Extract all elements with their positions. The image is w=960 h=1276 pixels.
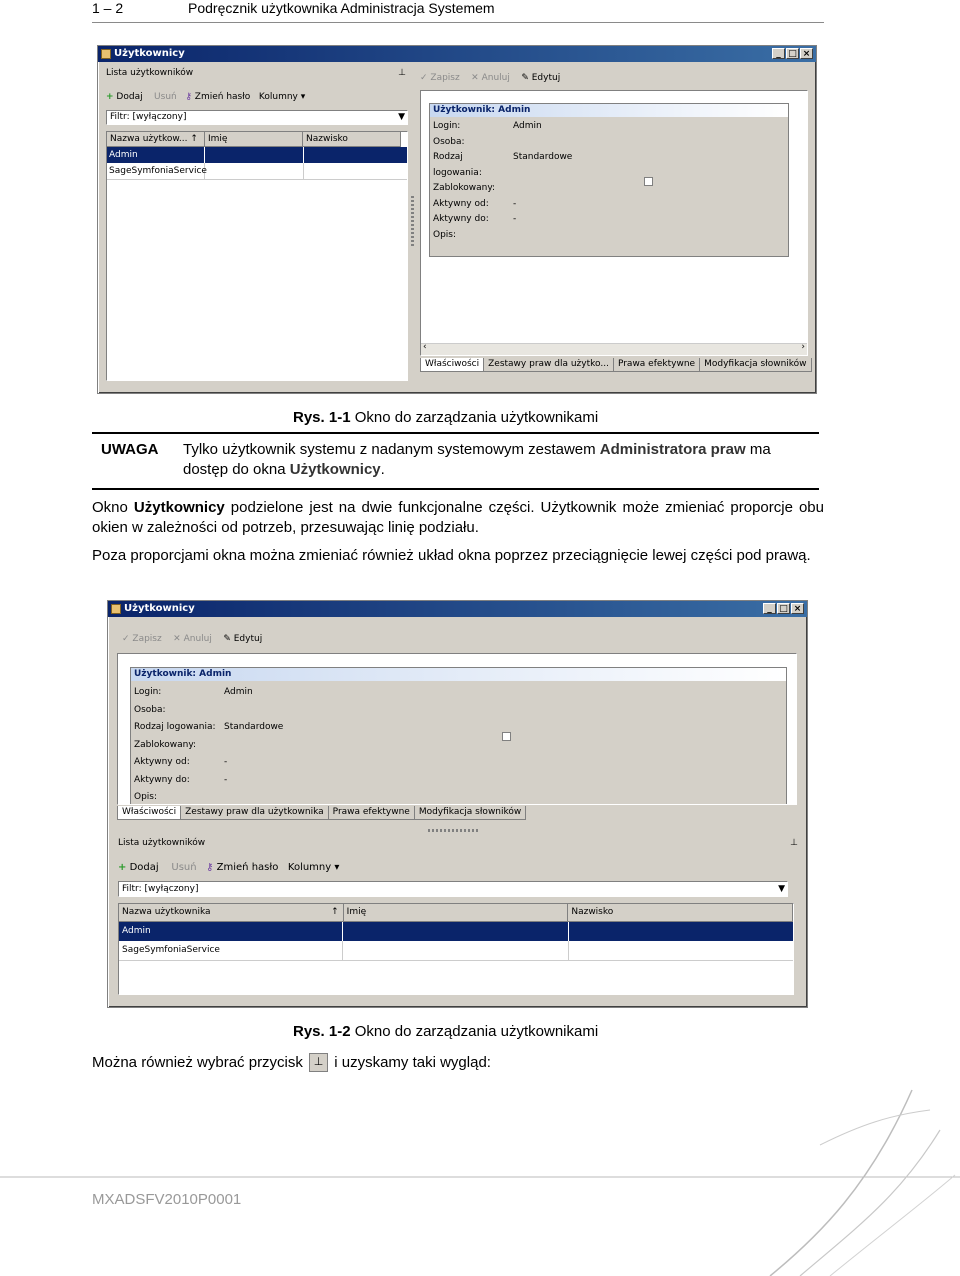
table-cell [205, 163, 304, 179]
list-panel [118, 835, 800, 1001]
column-header-firstname[interactable]: Imię [344, 904, 569, 922]
field-label: Rodzaj logowania: [134, 722, 216, 732]
pencil-icon: ✎ [521, 73, 529, 83]
filter-field[interactable]: Filtr: [wyłączony] ▼ [118, 881, 788, 897]
field-label: Opis: [134, 792, 158, 802]
field-value: Standardowe [513, 152, 573, 162]
field-label: Osoba: [134, 704, 166, 715]
column-header-lastname[interactable]: Nazwisko [303, 132, 401, 147]
table-cell: SageSymfoniaService [107, 163, 205, 179]
field-value: Standardowe [224, 722, 284, 732]
note-label: UWAGA [101, 441, 159, 458]
horizontal-scrollbar[interactable]: ‹ › [421, 343, 807, 355]
edit-button[interactable]: ✎ Edytuj [521, 73, 561, 83]
field-label: Aktywny do: [433, 214, 489, 224]
field-label: Osoba: [433, 136, 465, 147]
minimize-button[interactable]: _ [772, 48, 785, 59]
table-cell [304, 147, 402, 163]
blocked-checkbox[interactable] [502, 732, 511, 741]
table-cell [343, 941, 568, 960]
tab-effective-rights[interactable]: Prawa efektywne [613, 358, 700, 372]
detail-tabs [420, 358, 808, 372]
paragraph-2: Poza proporcjami okna można zmieniać również układ okna poprzez przeciągnięcie lewej części pod prawą. [92, 547, 811, 564]
decorative-curves [0, 1085, 960, 1276]
add-button[interactable]: Dodaj [129, 862, 159, 873]
edit-button[interactable]: ✎ Edytuj [223, 634, 263, 644]
detail-panel [420, 70, 808, 388]
page-number: 1 – 2 [92, 0, 124, 16]
detail-tabs [117, 806, 525, 820]
detail-view [117, 653, 797, 805]
add-button[interactable]: Dodaj [116, 92, 143, 102]
add-icon: + [106, 92, 114, 102]
blocked-checkbox[interactable] [644, 177, 653, 186]
table-cell [569, 941, 793, 960]
change-password-button[interactable]: Zmień hasło [216, 862, 279, 873]
splitter-handle[interactable] [428, 829, 480, 832]
field-label: Opis: [433, 229, 457, 240]
field-value: Admin [224, 687, 253, 697]
change-password-button[interactable]: Zmień hasło [194, 92, 251, 102]
window-icon [111, 604, 121, 614]
users-grid [106, 131, 408, 381]
detail-card [130, 667, 787, 805]
pin-icon[interactable]: ⊥ [790, 838, 798, 848]
field-label: Login: [433, 121, 461, 131]
field-label: Rodzaj logowania: [433, 152, 482, 178]
field-value: - [513, 198, 517, 209]
note-rule-top [92, 432, 819, 434]
figure1-window [97, 45, 817, 394]
table-cell [304, 163, 402, 179]
window-icon [101, 49, 111, 59]
table-cell: Admin [107, 147, 205, 163]
close-button[interactable]: × [791, 603, 804, 614]
detail-toolbar [122, 631, 262, 647]
field-value: - [224, 757, 228, 767]
paragraph-3: Można również wybrać przycisk ⊥ i uzyskamy taki wygląd: [92, 1054, 491, 1071]
header-rule [92, 22, 824, 23]
chevron-down-icon[interactable]: ▼ [398, 112, 405, 122]
cancel-button[interactable]: ✕ Anuluj [471, 73, 510, 83]
close-button[interactable]: × [800, 48, 813, 59]
field-label: Aktywny od: [433, 198, 489, 209]
splitter-handle[interactable] [411, 196, 414, 246]
table-cell [205, 147, 304, 163]
table-cell [343, 922, 568, 941]
window-title: Użytkownicy [124, 603, 195, 614]
list-panel-title: Lista użytkowników [106, 68, 194, 78]
maximize-button[interactable]: □ [786, 48, 799, 59]
save-button[interactable]: ✓ Zapisz [420, 73, 460, 83]
window-titlebar [98, 46, 816, 62]
page-header-title: Podręcznik użytkownika Administracja Systemem [188, 0, 495, 16]
tab-dictionaries[interactable]: Modyfikacja słowników [414, 806, 526, 820]
tab-rights-sets[interactable]: Zestawy praw dla użytko... [483, 358, 614, 372]
column-header-name[interactable]: Nazwa użytkow... ↑ [107, 132, 205, 147]
window-title: Użytkownicy [114, 48, 185, 59]
maximize-button[interactable]: □ [777, 603, 790, 614]
note-text: Tylko użytkownik systemu z nadanym systemowym zestawem Administratora praw ma dostęp do okna Użytkownicy. [183, 441, 771, 478]
field-label: Zablokowany: [134, 739, 197, 750]
field-label: Zablokowany: [433, 183, 496, 193]
footer-code: MXADSFV2010P0001 [92, 1191, 242, 1208]
tab-effective-rights[interactable]: Prawa efektywne [328, 806, 415, 820]
table-cell: SageSymfoniaService [119, 941, 343, 960]
pin-icon[interactable]: ⊥ [398, 68, 406, 78]
table-row[interactable] [107, 163, 407, 180]
detail-header: Użytkownik: Admin [131, 668, 786, 681]
pin-button-icon: ⊥ [309, 1053, 328, 1072]
key-icon: ⚷ [185, 92, 192, 102]
columns-button[interactable]: Kolumny ▾ [258, 92, 306, 102]
figure2-caption: Rys. 1-2 Okno do zarządzania użytkownikami [293, 1023, 599, 1040]
filter-field[interactable]: Filtr: [wyłączony] ▼ [106, 110, 408, 125]
list-panel-title: Lista użytkowników [118, 838, 206, 848]
key-icon: ⚷ [206, 862, 214, 873]
users-grid [118, 903, 794, 995]
detail-view [420, 90, 808, 356]
tab-properties[interactable]: Właściwości [117, 806, 181, 820]
field-label: Aktywny do: [134, 774, 190, 785]
column-header-lastname[interactable]: Nazwisko [568, 904, 793, 922]
window-titlebar [108, 601, 807, 617]
add-icon: + [118, 862, 127, 873]
save-button[interactable]: ✓ Zapisz [122, 634, 162, 644]
tab-properties[interactable]: Właściwości [420, 358, 484, 372]
remove-button[interactable]: Usuń [171, 862, 197, 873]
tab-rights-sets[interactable]: Zestawy praw dla użytkownika [180, 806, 329, 820]
table-cell [569, 922, 793, 941]
detail-header: Użytkownik: Admin [430, 104, 788, 117]
column-header-firstname[interactable]: Imię [205, 132, 303, 147]
table-row[interactable] [119, 941, 793, 961]
column-header-name[interactable]: Nazwa użytkownika ↑ [119, 904, 344, 922]
cancel-button[interactable]: ✕ Anuluj [173, 634, 212, 644]
note-rule-bottom [92, 488, 819, 490]
table-row[interactable] [119, 922, 793, 941]
figure1-caption: Rys. 1-1 Okno do zarządzania użytkownikami [293, 409, 599, 426]
paragraph-1: Okno Użytkownicy podzielone jest na dwie funkcjonalne części. Użytkownik może zmieniać proporcje obu okien w zależności od potrzeb, przesuwając linię podziału. [92, 499, 824, 536]
list-panel [106, 66, 408, 386]
field-label: Login: [134, 687, 162, 697]
field-label: Aktywny od: [134, 757, 190, 767]
tab-dictionaries[interactable]: Modyfikacja słowników [699, 358, 811, 372]
pencil-icon: ✎ [223, 634, 231, 644]
remove-button[interactable]: Usuń [154, 92, 177, 102]
table-row[interactable] [107, 147, 407, 163]
chevron-down-icon[interactable]: ▼ [778, 884, 785, 894]
figure2-window [107, 600, 808, 1008]
table-cell: Admin [119, 922, 343, 941]
minimize-button[interactable]: _ [763, 603, 776, 614]
detail-card [429, 103, 789, 257]
field-value: Admin [513, 121, 542, 131]
columns-button[interactable]: Kolumny ▾ [287, 862, 340, 873]
field-value: - [513, 214, 517, 224]
field-value: - [224, 774, 228, 785]
